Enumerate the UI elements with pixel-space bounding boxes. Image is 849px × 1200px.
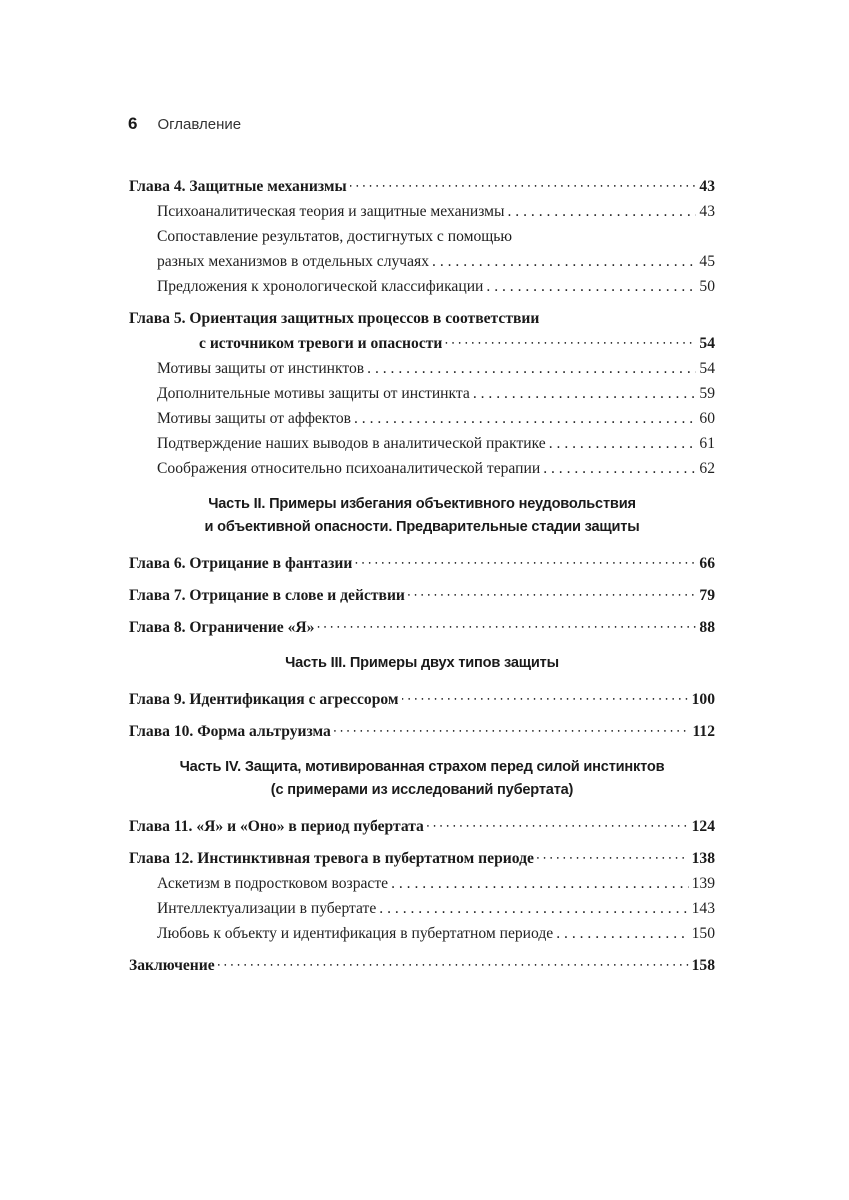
entry-page: 112 xyxy=(692,723,715,740)
entry-page: 59 xyxy=(699,385,715,402)
toc-entry-section[interactable] xyxy=(129,456,715,481)
part-heading-line: Часть III. Примеры двух типов защиты xyxy=(285,655,559,671)
dot-leader xyxy=(473,381,697,406)
dot-leader xyxy=(549,431,697,456)
entry-title: разных механизмов в отдельных случаях xyxy=(157,253,430,270)
dot-leader xyxy=(408,583,696,609)
entry-title: Глава 11. «Я» и «Оно» в период пубертата xyxy=(129,818,424,835)
entry-page: 100 xyxy=(691,691,715,708)
entry-page: 66 xyxy=(699,555,715,572)
dot-leader xyxy=(355,551,696,577)
dot-leader xyxy=(508,199,697,224)
entry-title: Подтверждение наших выводов в аналитической практике xyxy=(157,435,546,452)
toc-entry-section[interactable] xyxy=(129,431,715,456)
toc-entry-chapter-12[interactable] xyxy=(129,846,715,871)
page-number: 6 xyxy=(128,114,138,133)
entry-title: Любовь к объекту и идентификация в пубертатном периоде xyxy=(157,925,554,942)
toc-entry-section[interactable] xyxy=(129,896,715,921)
part-heading-line: Часть II. Примеры избегания объективного неудовольствия xyxy=(208,496,636,512)
entry-page: 139 xyxy=(691,875,715,892)
dot-leader xyxy=(334,719,690,745)
entry-page: 124 xyxy=(691,818,715,835)
entry-page: 45 xyxy=(699,253,715,270)
toc-entry-chapter-7[interactable] xyxy=(129,583,715,608)
dot-leader xyxy=(427,814,689,840)
toc-entry-section[interactable] xyxy=(129,274,715,299)
toc-entry-section[interactable] xyxy=(129,356,715,381)
entry-title: Заключение xyxy=(129,957,215,974)
toc-entry-section[interactable] xyxy=(129,871,715,896)
part-heading-line: Часть IV. Защита, мотивированная страхом перед силой инстинктов xyxy=(179,759,665,775)
entry-title: Глава 4. Защитные механизмы xyxy=(129,178,347,195)
entry-title: Предложения к хронологической классификации xyxy=(157,278,484,295)
table-of-contents xyxy=(129,174,715,978)
toc-entry-section[interactable] xyxy=(129,406,715,431)
toc-entry-chapter-5-line1[interactable]: Глава 5. Ориентация защитных процессов в соответствии xyxy=(129,310,540,327)
part-heading-line: и объективной опасности. Предварительные стадии защиты xyxy=(204,519,640,535)
entry-title: Мотивы защиты от инстинктов xyxy=(157,360,365,377)
entry-title: Глава 6. Отрицание в фантазии xyxy=(129,555,353,572)
dot-leader xyxy=(556,921,688,946)
toc-entry-chapter-5[interactable] xyxy=(129,331,715,356)
entry-page: 43 xyxy=(699,178,715,195)
entry-title: Интеллектуализации в пубертате xyxy=(157,900,377,917)
toc-entry-section[interactable] xyxy=(129,381,715,406)
part-heading-line: (с примерами из исследований пубертата) xyxy=(270,782,574,798)
entry-title: Дополнительные мотивы защиты от инстинкта xyxy=(157,385,470,402)
entry-title: Глава 8. Ограничение «Я» xyxy=(129,619,315,636)
dot-leader xyxy=(367,356,696,381)
entry-page: 61 xyxy=(699,435,715,452)
entry-title: с источником тревоги и опасности xyxy=(199,335,443,352)
toc-entry-section[interactable] xyxy=(129,199,715,224)
entry-title: Глава 10. Форма альтруизма xyxy=(129,723,331,740)
entry-title: Глава 7. Отрицание в слове и действии xyxy=(129,587,405,604)
entry-title: Аскетизм в подростковом возрасте xyxy=(157,875,389,892)
entry-page: 79 xyxy=(699,587,715,604)
entry-page: 158 xyxy=(691,957,715,974)
entry-page: 143 xyxy=(691,900,715,917)
entry-page: 60 xyxy=(699,410,715,427)
toc-entry-chapter-8[interactable] xyxy=(129,615,715,640)
part-heading-3 xyxy=(129,652,715,675)
entry-page: 62 xyxy=(699,460,715,477)
part-heading-2 xyxy=(129,493,715,539)
entry-page: 54 xyxy=(699,335,715,352)
dot-leader xyxy=(379,896,688,921)
dot-leader xyxy=(317,615,696,641)
toc-entry-conclusion[interactable] xyxy=(129,953,715,978)
entry-page: 88 xyxy=(699,619,715,636)
entry-title: Глава 12. Инстинктивная тревога в пубертатном периоде xyxy=(129,850,534,867)
dot-leader xyxy=(537,846,689,872)
entry-title: Мотивы защиты от аффектов xyxy=(157,410,351,427)
toc-entry-chapter-9[interactable] xyxy=(129,687,715,712)
dot-leader xyxy=(402,687,689,713)
dot-leader xyxy=(218,953,689,979)
toc-entry-section[interactable] xyxy=(129,921,715,946)
dot-leader xyxy=(543,456,696,481)
entry-title: Глава 9. Идентификация с агрессором xyxy=(129,691,399,708)
toc-entry-section-line1[interactable]: Сопоставление результатов, достигнутых с помощью xyxy=(157,228,513,245)
toc-entry-chapter-10[interactable] xyxy=(129,719,715,744)
entry-page: 50 xyxy=(699,278,715,295)
part-heading-4 xyxy=(129,756,715,802)
dot-leader xyxy=(350,174,697,200)
toc-entry-chapter-11[interactable] xyxy=(129,814,715,839)
dot-leader xyxy=(445,331,696,357)
entry-title: Соображения относительно психоаналитической терапии xyxy=(157,460,541,477)
dot-leader xyxy=(432,249,696,274)
toc-entry-chapter-4[interactable] xyxy=(129,174,715,199)
dot-leader xyxy=(391,871,689,896)
entry-page: 43 xyxy=(699,203,715,220)
toc-entry-section[interactable] xyxy=(129,249,715,274)
entry-page: 138 xyxy=(691,850,715,867)
entry-title: Психоаналитическая теория и защитные механизмы xyxy=(157,203,505,220)
running-head xyxy=(128,114,241,134)
dot-leader xyxy=(354,406,696,431)
entry-page: 54 xyxy=(699,360,715,377)
toc-entry-chapter-6[interactable] xyxy=(129,551,715,576)
running-head-title: Оглавление xyxy=(157,116,242,133)
dot-leader xyxy=(486,274,696,299)
entry-page: 150 xyxy=(691,925,715,942)
